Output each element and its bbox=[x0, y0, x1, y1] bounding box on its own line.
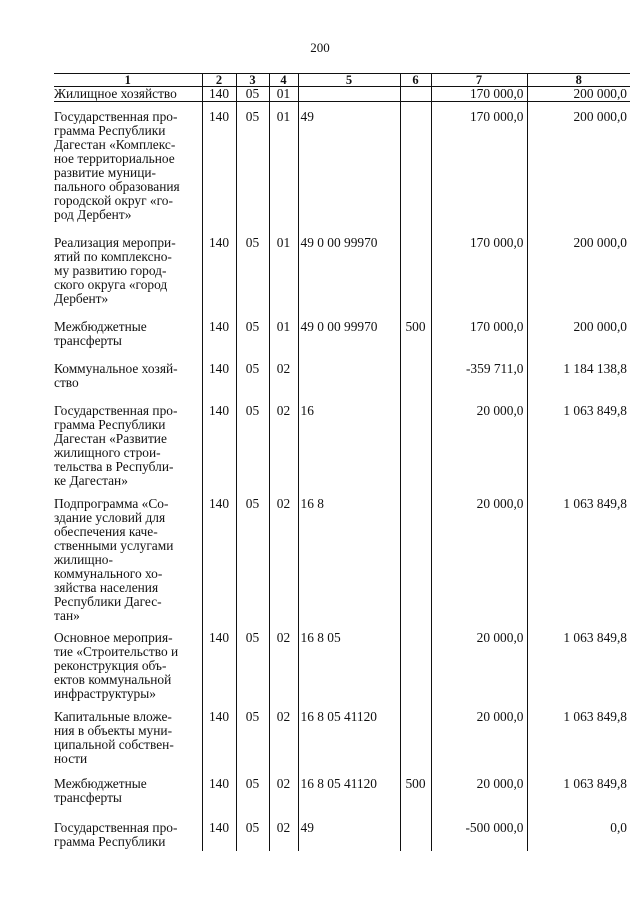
cell-amount-7: 20 000,0 bbox=[431, 631, 527, 710]
cell-expense-type bbox=[400, 236, 431, 320]
cell-target-article: 16 8 05 bbox=[298, 631, 400, 710]
cell-target-article: 49 0 00 99970 bbox=[298, 320, 400, 362]
budget-table bbox=[54, 73, 630, 851]
column-header: 3 bbox=[236, 74, 269, 87]
table-row bbox=[54, 362, 630, 404]
cell-amount-8: 0,0 bbox=[527, 821, 630, 851]
cell-target-article bbox=[298, 362, 400, 404]
row-name: Жилищное хозяйство bbox=[54, 87, 202, 102]
cell-target-article bbox=[298, 87, 400, 102]
cell-expense-type bbox=[400, 362, 431, 404]
cell-amount-7: 20 000,0 bbox=[431, 497, 527, 631]
column-header: 5 bbox=[298, 74, 400, 87]
table-row bbox=[54, 87, 630, 102]
cell-amount-8: 200 000,0 bbox=[527, 87, 630, 102]
cell-amount-7: 170 000,0 bbox=[431, 320, 527, 362]
cell-section: 05 bbox=[236, 236, 269, 320]
cell-amount-7: 170 000,0 bbox=[431, 236, 527, 320]
row-name: Государственная про- грамма Республики Дагестан «Комплекс- ное территориальное развитие муници- пального образования городской округ «го- род Дербент» bbox=[54, 109, 180, 222]
table-row bbox=[54, 631, 630, 710]
cell-code: 140 bbox=[202, 631, 236, 710]
cell-section: 05 bbox=[236, 102, 269, 236]
cell-subsection: 01 bbox=[269, 236, 298, 320]
cell-subsection: 01 bbox=[269, 102, 298, 236]
cell-subsection: 02 bbox=[269, 710, 298, 777]
table-row bbox=[54, 710, 630, 777]
cell-expense-type bbox=[400, 821, 431, 851]
row-name: Капитальные вложе- ния в объекты муни- ципальной собствен- ности bbox=[54, 708, 174, 766]
cell-subsection: 02 bbox=[269, 821, 298, 851]
row-name: Основное мероприя- тие «Строительство и реконструкция объ- ектов коммунальной инфраструктуры» bbox=[54, 629, 179, 701]
row-name: Подпрограмма «Со- здание условий для обеспечения каче- ственными услугами жилищно- коммунального хо- зяйства населения Республики Дагес- тан» bbox=[54, 495, 174, 623]
cell-expense-type bbox=[400, 497, 431, 631]
cell-section: 05 bbox=[236, 404, 269, 497]
cell-target-article: 49 bbox=[298, 102, 400, 236]
cell-amount-7: 170 000,0 bbox=[431, 87, 527, 102]
cell-section: 05 bbox=[236, 320, 269, 362]
table-row bbox=[54, 236, 630, 320]
cell-subsection: 01 bbox=[269, 320, 298, 362]
cell-subsection: 01 bbox=[269, 87, 298, 102]
cell-code: 140 bbox=[202, 404, 236, 497]
header-row bbox=[54, 74, 630, 87]
cell-amount-7: 20 000,0 bbox=[431, 710, 527, 777]
cell-subsection: 02 bbox=[269, 362, 298, 404]
cell-amount-7: 20 000,0 bbox=[431, 404, 527, 497]
cell-section: 05 bbox=[236, 631, 269, 710]
table-row bbox=[54, 821, 630, 851]
cell-section: 05 bbox=[236, 710, 269, 777]
cell-code: 140 bbox=[202, 777, 236, 821]
cell-expense-type bbox=[400, 102, 431, 236]
cell-expense-type bbox=[400, 710, 431, 777]
cell-code: 140 bbox=[202, 821, 236, 851]
cell-amount-7: 20 000,0 bbox=[431, 777, 527, 821]
cell-section: 05 bbox=[236, 821, 269, 851]
column-header: 7 bbox=[431, 74, 527, 87]
row-name: Межбюджетные трансферты bbox=[54, 318, 147, 348]
row-name: Межбюджетные трансферты bbox=[54, 775, 147, 805]
cell-section: 05 bbox=[236, 87, 269, 102]
cell-expense-type: 500 bbox=[400, 320, 431, 362]
page-number: 200 bbox=[310, 40, 330, 55]
row-name: Государственная про- грамма Республики bbox=[54, 819, 178, 849]
cell-target-article: 49 bbox=[298, 821, 400, 851]
column-header: 1 bbox=[54, 74, 202, 87]
cell-target-article: 16 bbox=[298, 404, 400, 497]
cell-expense-type bbox=[400, 87, 431, 102]
column-header: 6 bbox=[400, 74, 431, 87]
table-row bbox=[54, 777, 630, 821]
cell-amount-8: 200 000,0 bbox=[527, 236, 630, 320]
cell-target-article: 49 0 00 99970 bbox=[298, 236, 400, 320]
cell-section: 05 bbox=[236, 497, 269, 631]
cell-code: 140 bbox=[202, 497, 236, 631]
cell-section: 05 bbox=[236, 362, 269, 404]
cell-expense-type bbox=[400, 631, 431, 710]
column-header: 8 bbox=[527, 74, 630, 87]
table-row bbox=[54, 497, 630, 631]
cell-amount-7: 170 000,0 bbox=[431, 102, 527, 236]
cell-code: 140 bbox=[202, 362, 236, 404]
cell-subsection: 02 bbox=[269, 631, 298, 710]
cell-subsection: 02 bbox=[269, 404, 298, 497]
cell-expense-type bbox=[400, 404, 431, 497]
cell-target-article: 16 8 05 41120 bbox=[298, 777, 400, 821]
column-header: 2 bbox=[202, 74, 236, 87]
table-row bbox=[54, 404, 630, 497]
cell-target-article: 16 8 bbox=[298, 497, 400, 631]
table-row bbox=[54, 102, 630, 236]
column-header: 4 bbox=[269, 74, 298, 87]
cell-expense-type: 500 bbox=[400, 777, 431, 821]
cell-code: 140 bbox=[202, 710, 236, 777]
cell-target-article: 16 8 05 41120 bbox=[298, 710, 400, 777]
cell-amount-8: 1 063 849,8 bbox=[527, 777, 630, 821]
cell-code: 140 bbox=[202, 320, 236, 362]
cell-amount-8: 1 063 849,8 bbox=[527, 497, 630, 631]
cell-subsection: 02 bbox=[269, 497, 298, 631]
cell-amount-7: -500 000,0 bbox=[431, 821, 527, 851]
cell-amount-8: 200 000,0 bbox=[527, 102, 630, 236]
cell-amount-7: -359 711,0 bbox=[431, 362, 527, 404]
cell-code: 140 bbox=[202, 236, 236, 320]
cell-amount-8: 1 184 138,8 bbox=[527, 362, 630, 404]
cell-amount-8: 200 000,0 bbox=[527, 320, 630, 362]
table-row bbox=[54, 320, 630, 362]
cell-amount-8: 1 063 849,8 bbox=[527, 710, 630, 777]
cell-code: 140 bbox=[202, 102, 236, 236]
cell-section: 05 bbox=[236, 777, 269, 821]
cell-subsection: 02 bbox=[269, 777, 298, 821]
row-name: Коммунальное хозяй- ство bbox=[54, 360, 178, 390]
cell-amount-8: 1 063 849,8 bbox=[527, 631, 630, 710]
cell-amount-8: 1 063 849,8 bbox=[527, 404, 630, 497]
row-name: Реализация меропри- ятий по комплексно- му развитию город- ского округа «город Дербент» bbox=[54, 234, 176, 306]
row-name: Государственная про- грамма Республики Дагестан «Развитие жилищного строи- тельства в Республи- ке Дагестан» bbox=[54, 402, 178, 488]
cell-code: 140 bbox=[202, 87, 236, 102]
